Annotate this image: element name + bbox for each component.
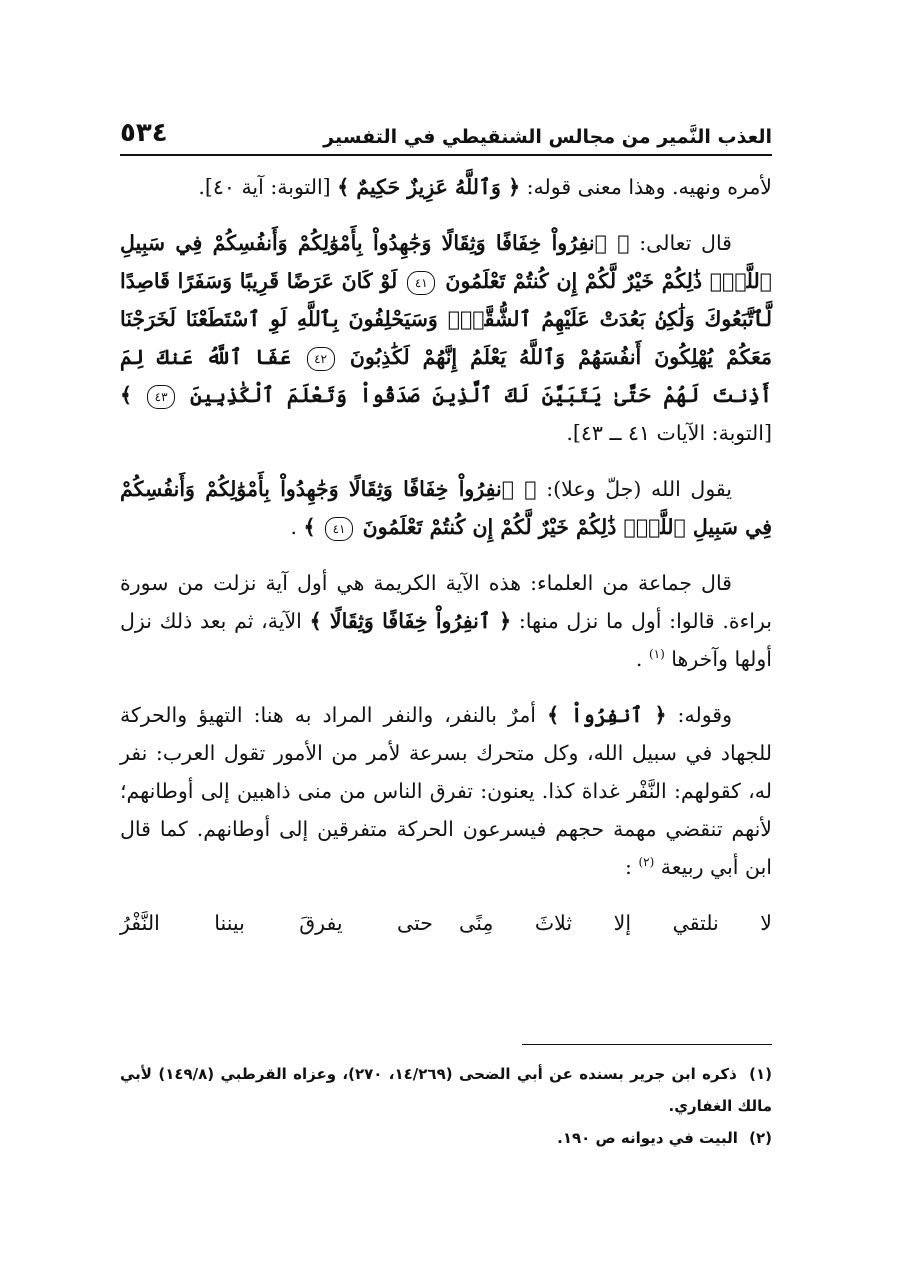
- quran-close-bracket: ﴾: [120, 383, 133, 407]
- paragraph-1-lead: لأمره ونهيه. وهذا معنى قوله:: [520, 175, 772, 199]
- verse-number-marker: ٤١: [407, 271, 435, 295]
- verse-number-marker: ٤٣: [147, 385, 175, 409]
- verse-number-marker: ٤١: [325, 517, 353, 541]
- quran-quote-c: عَفَا ٱللَّهُ عَنكَ لِمَ أَذِنتَ لَهُمْ حَتَّىٰ يَتَبَيَّنَ لَكَ ٱلَّذِينَ صَدَقُواْ وَتَعْلَمَ ٱلْكَٰذِبِينَ: [120, 345, 772, 407]
- paragraph-3: [120, 470, 772, 546]
- footnote-ref-1[interactable]: (١): [648, 647, 665, 662]
- paragraph-5-end: :: [624, 855, 632, 879]
- quran-close-bracket: ﴾: [303, 515, 316, 539]
- footnote-text: ذكره ابن جرير بسنده عن أبي الضحى (١٤/٢٦٩، ٢٧٠)، وعزاه القرطبي (١٤٩/٨) لأبي مالك الغفاري.: [120, 1065, 772, 1115]
- poem-second-hemistich: حتى يفرقَ بيننا النَّفْرُ: [120, 911, 433, 935]
- paragraph-1: [120, 168, 772, 206]
- paragraph-5: [120, 696, 772, 886]
- footnote-1: [120, 1058, 772, 1122]
- paragraph-5-tail: أمرٌ بالنفر، والنفر المراد به هنا: التهيؤ والحركة للجهاد في سبيل الله، وكل متحرك بسرعة لأمر من الأمور تقول العرب: نفر له، كقولهم: النَّفْر غداة كذا. يعنون: تفرق الناس من منى ذاهبين إلى أوطانهم؛ لأنهم تنقضي مهمة حجهم فيسرعون الحركة متفرقين إلى أوطانهم. كما قال ابن أبي ربيعة: [120, 703, 772, 879]
- quran-quote: ﴿ ٱنفِرُواْ خِفَافًا وَثِقَالًا وَجَٰهِدُواْ بِأَمْوَٰلِكُمْ وَأَنفُسِكُمْ فِي سَبِيلِ ٱللَّهِۚ ذَٰلِكُمْ خَيْرٌ لَّكُمْ إِن كُنتُمْ تَعْلَمُونَ: [120, 477, 772, 539]
- verse-number-marker: ٤٢: [307, 347, 335, 371]
- paragraph-2-lead: قال تعالى:: [629, 231, 732, 255]
- paragraph-4-tail: الآية، ثم بعد ذلك نزل أولها وآخرها: [120, 609, 772, 671]
- paragraph-4-end: .: [635, 647, 643, 671]
- verse-citation: [التوبة: آية ٤٠].: [198, 175, 331, 199]
- running-header: [120, 108, 772, 156]
- main-text: [120, 168, 772, 942]
- footnotes-section: [120, 1058, 772, 1154]
- footnote-number: (١): [749, 1065, 772, 1083]
- quran-quote: ﴿ ٱنفِرُواْ خِفَافًا وَثِقَالًا ﴾: [309, 609, 512, 633]
- paragraph-5-lead: وقوله:: [666, 703, 732, 727]
- footnote-divider: [522, 1044, 772, 1045]
- paragraph-3-lead: يقول الله (جلّ وعلا):: [536, 477, 732, 501]
- footnote-text: البيت في ديوانه ص ١٩٠.: [557, 1129, 738, 1147]
- paragraph-3-end: .: [290, 515, 297, 539]
- footnote-2: [120, 1122, 772, 1154]
- verse-citation: [التوبة: الآيات ٤١ ــ ٤٣].: [566, 421, 772, 445]
- quran-quote-a: ﴿ ٱنفِرُواْ خِفَافًا وَثِقَالًا وَجَٰهِدُواْ بِأَمْوَٰلِكُمْ وَأَنفُسِكُمْ فِي سَبِيلِ ٱللَّهِۚ ذَٰلِكُمْ خَيْرٌ لَّكُمْ إِن كُنتُمْ تَعْلَمُونَ: [120, 231, 772, 293]
- page-number: ٥٣٤: [120, 118, 168, 148]
- paragraph-2: [120, 224, 772, 452]
- paragraph-4: [120, 564, 772, 678]
- quran-quote: ﴿ ٱنفِرُواْ ﴾: [547, 703, 667, 727]
- footnote-ref-2[interactable]: (٢): [638, 855, 655, 870]
- paragraph-4-lead: قال جماعة من العلماء: هذه الآية الكريمة هي أول آية نزلت من سورة براءة. قالوا: أول ما نزل منها:: [120, 571, 772, 633]
- poem-verse: [120, 904, 772, 942]
- poem-first-hemistich: لا نلتقي إلا ثلاثَ مِنًى: [459, 911, 772, 935]
- footnote-number: (٢): [749, 1129, 772, 1147]
- quran-quote: ﴿ وَٱللَّهُ عَزِيزٌ حَكِيمٌ ﴾: [337, 175, 521, 199]
- quran-quote-b: لَوْ كَانَ عَرَضًا قَرِيبًا وَسَفَرًا قَاصِدًا لَّٱتَّبَعُوكَ وَلَٰكِنۢ بَعُدَتْ عَلَيْهِمُ ٱلشُّقَّةُۚ وَسَيَحْلِفُونَ بِٱللَّهِ لَوِ ٱسْتَطَعْنَا لَخَرَجْنَا مَعَكُمْ يُهْلِكُونَ أَنفُسَهُمْ وَٱللَّهُ يَعْلَمُ إِنَّهُمْ لَكَٰذِبُونَ: [120, 269, 772, 369]
- book-title: العذب النَّمير من مجالس الشنقيطي في التفسير: [323, 126, 772, 148]
